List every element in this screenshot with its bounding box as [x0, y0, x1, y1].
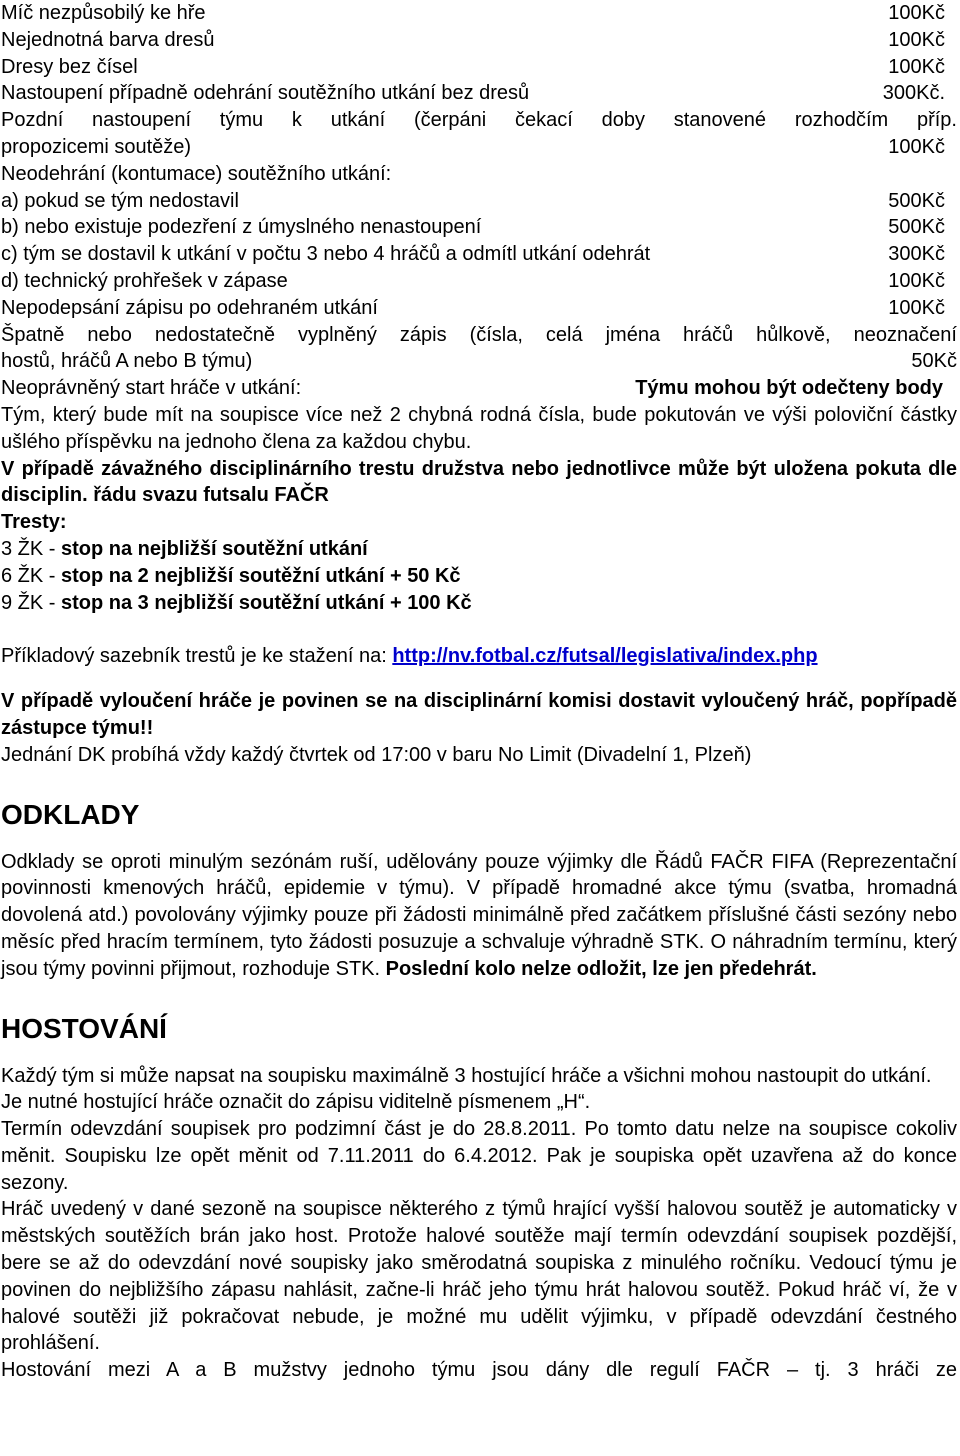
fine-row — [1, 27, 957, 54]
fine-row — [1, 348, 957, 375]
fine-row — [1, 0, 957, 27]
fine-amount: 100Kč — [888, 28, 945, 51]
odklady-paragraph — [1, 849, 957, 983]
neopravneny-penalty: Týmu mohou být odečteny body — [635, 377, 943, 400]
fine-amount: 500Kč — [888, 216, 945, 239]
hostovani-paragraph: Hráč uvedený v dané sezoně na soupisce některého z týmů hrající vyšší halovou soutěž je automaticky v městských soutěžích brán jako host. Protože halové soutěže mají termín odevzdání soupisek pozdější, bere se až do odevzdání nové soupisky jako směrodatná soupiska z minulého ročníku. Vedoucí týmu je povinen do nejbližšího zápasu nahlásit, začne-li hráč jeho týmu hrát halovou soutěž. Pokud hráč ví, že v halové soutěži již pokračovat nebude, je možné mu udělit výjimku, v případě odevzdání čestného prohlášení. — [1, 1198, 957, 1355]
fine-label: Nastoupení případně odehrání soutěžního utkání bez dresů — [1, 82, 530, 105]
zapis-line2: hostů, hráčů A nebo B týmu) — [1, 350, 253, 373]
hostovani-heading: HOSTOVÁNÍ — [1, 1012, 167, 1044]
fine-label: Nejednotná barva dresů — [1, 28, 215, 51]
late-start-line2: propozicemi soutěže) — [1, 135, 192, 158]
fine-row — [1, 295, 957, 322]
fine-row — [1, 241, 957, 268]
late-start-line1: Pozdní nastoupení týmu k utkání (čerpáni čekací doby stanovené rozhodčím příp. — [1, 109, 957, 132]
fine-row — [1, 268, 957, 295]
rodna-cisla-paragraph: Tým, který bude mít na soupisce více než 2 chybná rodná čísla, bude pokutován ve výši poloviční částky ušlého příspěvku na jednoho člena za každou chybu. — [1, 403, 957, 453]
odklady-heading: ODKLADY — [1, 798, 140, 830]
fine-amount: 300Kč — [888, 243, 945, 266]
neopravneny-start-row — [1, 375, 957, 402]
fine-label: b) nebo existuje podezření z úmyslného nenastoupení — [1, 216, 482, 239]
zapis-line1: Špatně nebo nedostatečně vyplněný zápis (čísla, celá jména hráčů hůlkově, neoznačení — [1, 323, 957, 346]
fine-amount: 50Kč — [911, 350, 957, 373]
sazebnik-link[interactable]: http://nv.fotbal.cz/futsal/legislativa/index.php — [392, 645, 818, 668]
fine-row — [1, 188, 957, 215]
tresty-count: 9 ŽK - — [1, 591, 62, 614]
hostovani-paragraph: Termín odevzdání soupisek pro podzimní část je do 28.8.2011. Po tomto datu nelze na soupisce cokoliv měnit. Soupisku lze opět měnit od 7.11.2011 do 6.4.2012. Pak je soupiska opět uzavřena až do konce sezony. — [1, 1118, 957, 1194]
jednani-dk-line: Jednání DK probíhá vždy každý čtvrtek od 17:00 v baru No Limit (Divadelní 1, Plzeň) — [1, 743, 752, 766]
fine-row — [1, 80, 957, 107]
sazebnik-line — [1, 643, 957, 670]
fine-label: Dresy bez čísel — [1, 55, 138, 78]
fine-amount: 100Kč — [888, 296, 945, 319]
disciplinar-paragraph: V případě závažného disciplinárního trestu družstva nebo jednotlivce může být uložena pokuta dle disciplin. řádu svazu futsalu FAČR — [1, 457, 957, 507]
hostovani-paragraph: Každý tým si může napsat na soupisku maximálně 3 hostující hráče a všichni mohou nastoupit do utkání. — [1, 1064, 932, 1087]
fine-row — [1, 134, 957, 161]
tresty-count: 3 ŽK - — [1, 537, 62, 560]
fine-amount: 100Kč — [888, 135, 945, 158]
hostovani-paragraph: Hostování mezi A a B mužstvy jednoho týmu jsou dány dle regulí FAČR – tj. 3 hráči ze — [1, 1359, 957, 1382]
neopravneny-label: Neoprávněný start hráče v utkání: — [1, 377, 302, 400]
vylouceni-paragraph: V případě vyloučení hráče je povinen se na disciplinární komisi dostavit vyloučený hráč, popřípadě zástupce týmu!! — [1, 690, 957, 739]
tresty-text: stop na nejbližší soutěžní utkání — [61, 537, 368, 560]
fine-row — [1, 54, 957, 81]
fine-row — [1, 214, 957, 241]
fine-amount: 100Kč — [888, 2, 945, 24]
tresty-item — [1, 590, 957, 617]
fine-amount: 500Kč — [888, 189, 945, 212]
tresty-text: stop na 2 nejbližší soutěžní utkání + 50 Kč — [61, 564, 461, 587]
fine-label: Míč nezpůsobilý ke hře — [1, 2, 206, 24]
fine-label: Nepodepsání zápisu po odehraném utkání — [1, 296, 378, 319]
kontumace-heading: Neodehrání (kontumace) soutěžního utkání: — [1, 162, 392, 185]
fine-amount: 300Kč. — [882, 82, 945, 105]
fine-label: d) technický prohřešek v zápase — [1, 269, 288, 292]
tresty-count: 6 ŽK - — [1, 564, 62, 587]
hostovani-paragraph: Je nutné hostující hráče označit do zápisu viditelně písmenem „H“. — [1, 1091, 591, 1114]
tresty-item — [1, 536, 957, 563]
fine-label: a) pokud se tým nedostavil — [1, 189, 239, 212]
fine-amount: 100Kč — [888, 269, 945, 292]
fine-amount: 100Kč — [888, 55, 945, 78]
odklady-bold: Poslední kolo nelze odložit, lze jen předehrát. — [385, 957, 817, 980]
sazebnik-text: Příkladový sazebník trestů je ke stažení na: — [1, 645, 393, 668]
odklady-text: Odklady se oproti minulým sezónám ruší, udělovány pouze výjimky dle Řádů FAČR FIFA (Reprezentační povinnosti kmenových hráčů, epidemie v týmu). V případě hromadné akce týmu (svatba, hromadná dovolená atd.) povolovány výjimky pouze při žádosti minimálně před začátkem příslušné části sezóny nebo měsíc před hracím termínem, tyto žádosti posuzuje a schvaluje výhradně STK. O náhradním termínu, který jsou týmy povinni přijmout, rozhoduje STK. — [1, 850, 957, 980]
tresty-item — [1, 563, 957, 590]
fine-label: c) tým se dostavil k utkání v počtu 3 nebo 4 hráčů a odmítl utkání odehrát — [1, 243, 651, 266]
tresty-heading: Tresty: — [1, 511, 67, 534]
tresty-text: stop na 3 nejbližší soutěžní utkání + 100 Kč — [61, 591, 472, 614]
